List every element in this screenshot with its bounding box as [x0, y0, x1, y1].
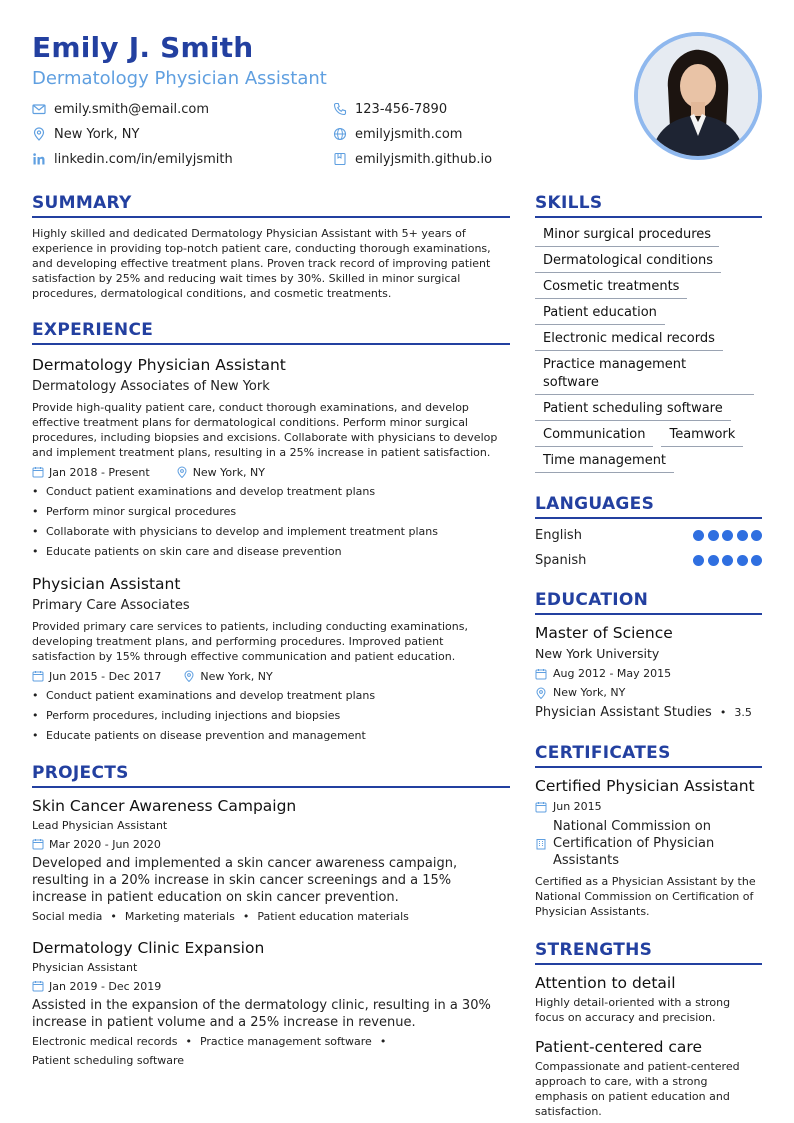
- project-title: Dermatology Clinic Expansion: [32, 939, 265, 957]
- job-location: New York, NY: [192, 465, 265, 479]
- language-row: [535, 552, 762, 569]
- job-location: New York, NY: [200, 669, 273, 683]
- project-tag: Electronic medical records: [32, 1035, 178, 1048]
- portfolio-icon: [333, 152, 347, 166]
- skill-tag: Practice management software: [535, 355, 754, 395]
- job-description: Provide high-quality patient care, conduct thorough examinations, and develop effective treatment plans for dermatological conditions. Perform minor surgical procedures, including biopsies and excisions. Collaborate with physicians to develop and implement treatment plans, resulting in a 25% increase in patient satisfaction.: [32, 401, 498, 459]
- project-dates: Mar 2020 - Jun 2020: [49, 837, 161, 851]
- certificate-description: Certified as a Physician Assistant by the National Commission on Certification of Physician Assistants.: [535, 875, 756, 918]
- education-degree: Master of Science: [535, 624, 673, 642]
- education-dates: Aug 2012 - May 2015: [553, 667, 672, 680]
- contact-phone[interactable]: [333, 100, 447, 118]
- languages-heading: LANGUAGES: [535, 493, 762, 519]
- proficiency-dot: [737, 555, 748, 566]
- certificate-issuer-row: [535, 818, 762, 869]
- proficiency-dot: [722, 555, 733, 566]
- project-title: Skin Cancer Awareness Campaign: [32, 797, 297, 815]
- right-column: [535, 192, 762, 1119]
- github-text: emilyjsmith.github.io: [355, 151, 493, 167]
- project-meta: [32, 836, 510, 852]
- calendar-icon: [535, 668, 547, 680]
- job-dates: Jun 2015 - Dec 2017: [49, 669, 162, 683]
- project-tag: Patient scheduling software: [32, 1054, 185, 1067]
- language-row: [535, 527, 762, 544]
- job-meta: [32, 668, 510, 684]
- certificates-heading: CERTIFICATES: [535, 742, 762, 768]
- job-dates: Jan 2018 - Present: [49, 465, 150, 479]
- education-school: New York University: [535, 646, 660, 661]
- bullet-item: • Perform procedures, including injections and biopsies: [32, 706, 510, 726]
- certificate-name: Certified Physician Assistant: [535, 777, 755, 795]
- skill-tag: Patient education: [535, 303, 665, 325]
- job-bullets: [32, 686, 510, 746]
- proficiency-dot: [708, 530, 719, 541]
- summary-section: [32, 192, 510, 301]
- certificates-section: [535, 742, 762, 919]
- location-pin-icon: [32, 127, 46, 141]
- education-gpa: 3.5: [734, 706, 752, 719]
- phone-text: 123-456-7890: [355, 101, 448, 117]
- project-meta: [32, 978, 510, 994]
- contact-website[interactable]: [333, 125, 462, 143]
- project-tag: Patient education materials: [257, 910, 409, 923]
- experience-heading: EXPERIENCE: [32, 319, 510, 345]
- job-company: Primary Care Associates: [32, 598, 190, 613]
- bullet-item: • Educate patients on disease prevention and management: [32, 726, 510, 746]
- skills-heading: SKILLS: [535, 192, 762, 218]
- institution-icon: [535, 838, 547, 850]
- phone-icon: [333, 102, 347, 116]
- education-field: Physician Assistant Studies: [535, 705, 712, 720]
- globe-icon: [333, 127, 347, 141]
- bullet-item: • Educate patients on skin care and disease prevention: [32, 542, 510, 562]
- skill-tag: Time management: [535, 451, 674, 473]
- project-tag: Social media: [32, 910, 103, 923]
- skill-tag: Dermatological conditions: [535, 251, 721, 273]
- person-avatar-icon: [638, 36, 758, 156]
- location-pin-icon: [183, 670, 195, 682]
- languages-section: [535, 493, 762, 569]
- education-dates-row: [535, 666, 762, 682]
- calendar-icon: [32, 838, 44, 850]
- project-dates: Jan 2019 - Dec 2019: [49, 979, 162, 993]
- proficiency-dot: [693, 555, 704, 566]
- projects-section: [32, 762, 510, 1070]
- proficiency-dots: [690, 555, 763, 566]
- skills-section: [535, 192, 762, 477]
- proficiency-dots: [690, 530, 763, 541]
- job-meta: [32, 464, 510, 480]
- proficiency-dot: [751, 530, 762, 541]
- website-text: emilyjsmith.com: [355, 126, 463, 142]
- project-tags: Electronic medical records • Practice management software • Patient scheduling software: [32, 1035, 387, 1067]
- email-icon: [32, 102, 46, 116]
- language-name: Spanish: [535, 553, 587, 568]
- summary-heading: SUMMARY: [32, 192, 510, 218]
- proficiency-dot: [722, 530, 733, 541]
- candidate-name: Emily J. Smith: [32, 31, 254, 64]
- projects-heading: PROJECTS: [32, 762, 510, 788]
- strengths-heading: STRENGTHS: [535, 939, 762, 965]
- education-heading: EDUCATION: [535, 589, 762, 615]
- skills-list: [535, 225, 762, 477]
- calendar-icon: [32, 980, 44, 992]
- profile-photo: [634, 32, 762, 160]
- candidate-title: Dermatology Physician Assistant: [32, 68, 327, 89]
- certificate-date: Jun 2015: [553, 800, 602, 813]
- project-entry: [32, 796, 510, 926]
- job-title: Dermatology Physician Assistant: [32, 356, 286, 374]
- job-entry: [32, 355, 510, 562]
- skill-tag: Cosmetic treatments: [535, 277, 687, 299]
- contact-github[interactable]: [333, 150, 492, 168]
- certificate-date-row: [535, 799, 762, 815]
- contact-info: [32, 100, 622, 175]
- experience-section: [32, 319, 510, 746]
- resume-header: [32, 30, 622, 175]
- location-pin-icon: [176, 466, 188, 478]
- strength-title: Patient-centered care: [535, 1038, 702, 1056]
- job-title: Physician Assistant: [32, 575, 181, 593]
- proficiency-dot: [737, 530, 748, 541]
- contact-linkedin[interactable]: [32, 150, 233, 168]
- proficiency-dot: [693, 530, 704, 541]
- linkedin-icon: [32, 152, 46, 166]
- job-entry: [32, 574, 510, 746]
- skill-tag: Communication: [535, 425, 653, 447]
- left-column: [32, 192, 510, 1070]
- location-pin-icon: [535, 687, 547, 699]
- project-tag: Practice management software: [199, 1035, 372, 1048]
- contact-email[interactable]: [32, 100, 209, 118]
- project-role: Lead Physician Assistant: [32, 819, 168, 832]
- project-tag: Marketing materials: [124, 910, 235, 923]
- bullet-item: • Collaborate with physicians to develop and implement treatment plans: [32, 522, 510, 542]
- calendar-icon: [32, 670, 44, 682]
- job-description: Provided primary care services to patients, including conducting examinations, developing treatment plans, and performing procedures. Improved patient satisfaction by 15% through effective communication and patient education.: [32, 620, 468, 663]
- email-text: emily.smith@email.com: [54, 101, 209, 117]
- project-description: Assisted in the expansion of the dermatology clinic, resulting in a 30% increase in patient volume and a 25% increase in revenue.: [32, 998, 491, 1030]
- education-section: [535, 589, 762, 722]
- skill-tag: Minor surgical procedures: [535, 225, 719, 247]
- education-location: New York, NY: [553, 686, 626, 699]
- project-description: Developed and implemented a skin cancer awareness campaign, resulting in a 20% increase in skin cancer screenings and a 15% increase in patient education on skin cancer prevention.: [32, 856, 458, 905]
- skill-tag: Teamwork: [661, 425, 743, 447]
- proficiency-dot: [751, 555, 762, 566]
- education-field-row: Physician Assistant Studies • 3.5: [535, 705, 752, 720]
- location-text: New York, NY: [54, 126, 140, 142]
- strength-description: Highly detail-oriented with a strong focus on accuracy and precision.: [535, 996, 731, 1024]
- skill-tag: Patient scheduling software: [535, 399, 731, 421]
- project-entry: [32, 938, 510, 1070]
- calendar-icon: [32, 466, 44, 478]
- bullet-item: • Conduct patient examinations and develop treatment plans: [32, 482, 510, 502]
- proficiency-dot: [708, 555, 719, 566]
- bullet-item: • Conduct patient examinations and develop treatment plans: [32, 686, 510, 706]
- strength-description: Compassionate and patient-centered approach to care, with a strong emphasis on patient education and satisfaction.: [535, 1060, 740, 1118]
- language-name: English: [535, 528, 582, 543]
- contact-location: [32, 125, 139, 143]
- calendar-icon: [535, 801, 547, 813]
- summary-text: Highly skilled and dedicated Dermatology Physician Assistant with 5+ years of experience in providing top-notch patient care, conducting thorough examinations, and developing effective treatment plans. Proven track record of improving patient satisfaction by 25% and reducing wait times by 30%. Skilled in minor surgical procedures, dermatological conditions, and cosmetic treatments.: [32, 227, 491, 300]
- strengths-section: [535, 939, 762, 1119]
- certificate-issuer: National Commission on Certification of Physician Assistants: [553, 819, 715, 868]
- strength-title: Attention to detail: [535, 974, 676, 992]
- project-tags: Social media • Marketing materials • Patient education materials: [32, 910, 409, 923]
- project-role: Physician Assistant: [32, 961, 138, 974]
- job-company: Dermatology Associates of New York: [32, 379, 270, 394]
- job-bullets: [32, 482, 510, 562]
- bullet-item: • Perform minor surgical procedures: [32, 502, 510, 522]
- education-location-row: [535, 685, 762, 701]
- linkedin-text: linkedin.com/in/emilyjsmith: [54, 151, 233, 167]
- skill-tag: Electronic medical records: [535, 329, 723, 351]
